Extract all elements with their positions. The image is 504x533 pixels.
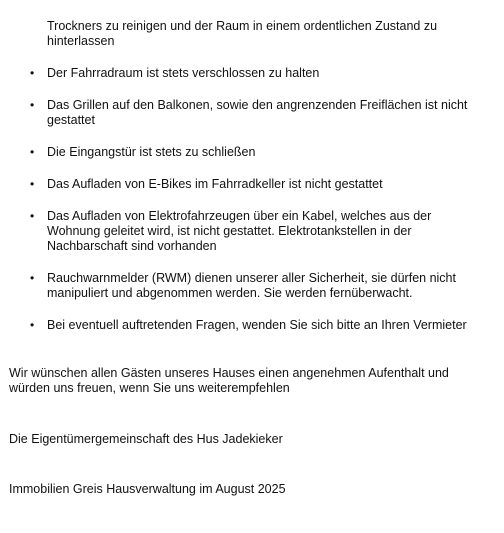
list-item-text: Die Eingangstür ist stets zu schließen xyxy=(47,145,256,159)
bullet-icon: • xyxy=(30,271,35,285)
list-item-text: Der Fahrradraum ist stets verschlossen zu halten xyxy=(47,66,320,80)
list-item-text: Bei eventuell auftretenden Fragen, wenden Sie sich bitte an Ihren Vermieter xyxy=(47,318,467,332)
bullet-icon: • xyxy=(30,66,35,80)
closing-paragraph: Wir wünschen allen Gästen unseres Hauses einen angenehmen Aufenthalt und würden uns freuen, wenn Sie uns weiterempfehlen xyxy=(9,366,449,395)
bullet-icon: • xyxy=(30,177,35,191)
list-item xyxy=(0,209,487,254)
list-item-text: Das Aufladen von Elektrofahrzeugen über ein Kabel, welches aus der Wohnung geleitet wird, ist nicht gestattet. Elektrotankstellen in der Nachbarschaft sind vorhanden xyxy=(47,209,432,253)
list-item xyxy=(0,66,487,81)
list-item xyxy=(0,318,487,333)
list-item-text: Rauchwarnmelder (RWM) dienen unserer aller Sicherheit, sie dürfen nicht manipuliert und abgenommen werden. Sie werden fernüberwacht. xyxy=(47,271,456,300)
list-item xyxy=(0,145,487,160)
list-item-text: Das Aufladen von E-Bikes im Fahrradkeller ist nicht gestattet xyxy=(47,177,383,191)
list-item xyxy=(0,177,487,192)
signature-management: Immobilien Greis Hausverwaltung im August 2025 xyxy=(9,482,286,496)
continuation-text: Trockners zu reinigen und der Raum in einem ordentlichen Zustand zu hinterlassen xyxy=(47,19,438,48)
list-item xyxy=(0,98,487,128)
list-item-text: Das Grillen auf den Balkonen, sowie den angrenzenden Freiflächen ist nicht gestattet xyxy=(47,98,468,127)
bullet-icon: • xyxy=(30,318,35,332)
bullet-icon: • xyxy=(30,209,35,223)
signature-community: Die Eigentümergemeinschaft des Hus Jadekieker xyxy=(9,432,283,446)
bullet-icon: • xyxy=(30,98,35,112)
list-item xyxy=(0,271,487,301)
house-rules-list xyxy=(0,66,504,350)
bullet-icon: • xyxy=(30,145,35,159)
